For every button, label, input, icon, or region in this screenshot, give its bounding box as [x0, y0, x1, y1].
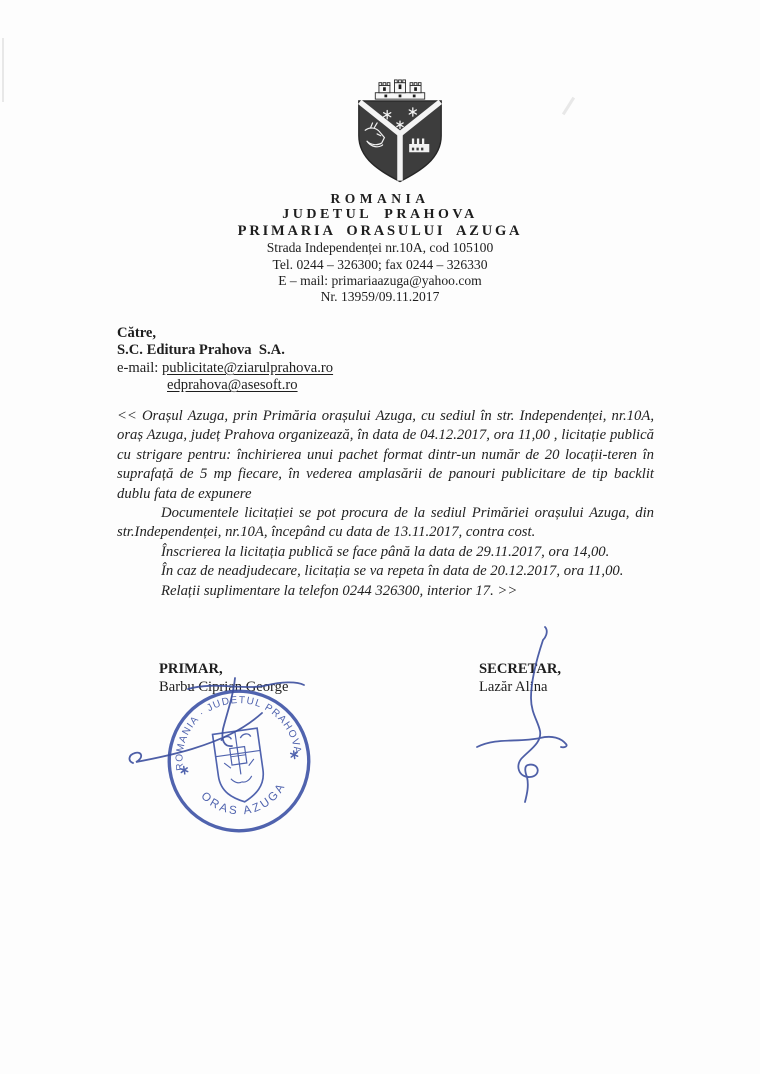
body-paragraph-5: Relații suplimentare la telefon 0244 326300, interior 17. >>	[161, 582, 518, 599]
coat-of-arms-icon	[354, 79, 446, 187]
stamp-bottom-text: ORAS AZUGA	[198, 779, 289, 818]
recipient-email-secondary: edprahova@asesoft.ro	[167, 377, 298, 394]
letterhead	[0, 191, 760, 305]
official-stamp	[154, 676, 323, 845]
letterhead-county: JUDETUL PRAHOVA	[282, 207, 478, 223]
stamp-top-text: ROMANIA · JUDETUL PRAHOVA	[174, 694, 303, 772]
scan-artifact-smudge	[562, 97, 575, 116]
letterhead-address: Strada Independenței nr.10A, cod 105100	[266, 240, 494, 256]
recipient-company: S.C. Editura Prahova S.A.	[117, 342, 285, 359]
body-paragraph-4: În caz de neadjudecare, licitația se va repeta în data de 20.12.2017, ora 11,00.	[161, 563, 624, 580]
letterhead-ref-number: Nr. 13959/09.11.2017	[320, 289, 440, 305]
mayor-name: Barbu Ciprian George	[159, 678, 289, 695]
recipient-email-primary: publicitate@ziarulprahova.ro	[161, 359, 334, 376]
mayor-title: PRIMAR,	[159, 661, 223, 677]
recipient-email-line-2	[167, 377, 333, 394]
letterhead-country: ROMANIA	[330, 191, 430, 206]
secretary-name: Lazăr Alina	[479, 678, 548, 695]
letterhead-phone: Tel. 0244 – 326300; fax 0244 – 326330	[272, 256, 488, 272]
letterhead-institution: PRIMARIA ORASULUI AZUGA	[237, 223, 523, 240]
secretary-signature-block	[479, 661, 561, 696]
stamp-shield	[213, 728, 267, 805]
body-paragraph-2: Documentele licitației se pot procura de la sediul Primăriei orașului Azuga, din str.Independenței, nr.10A, începând cu data de 13.11.2017, contra cost.	[117, 505, 654, 541]
scan-artifact-edge	[2, 38, 4, 102]
secretary-title: SECRETAR,	[479, 661, 562, 677]
letterhead-email: E – mail: primariaazuga@yahoo.com	[278, 272, 482, 288]
recipient-block	[117, 325, 333, 395]
recipient-email-label: e-mail:	[117, 359, 162, 376]
body-paragraph-1: << Orașul Azuga, prin Primăria orașului Azuga, cu sediul în str. Independenței, nr.10A, oraș Azuga, județ Prahova organizează, în data de 04.12.2017, ora 11,00 , licitație publică cu strigare pentru: închirierea unui pachet format dintr-un număr de 20 locații-teren în suprafață de 5 mp fiecare, în vederea amplasării de panouri publicitare de tip backlit dublu fata de expunere	[117, 408, 654, 502]
secretary-signature-ink	[477, 627, 567, 802]
body-paragraph-3: Înscrierea la licitația publică se face până la data de 29.11.2017, ora 14,00.	[161, 543, 610, 560]
recipient-salutation: Către,	[117, 325, 157, 341]
letter-body	[117, 407, 654, 601]
recipient-email-line	[117, 360, 333, 377]
